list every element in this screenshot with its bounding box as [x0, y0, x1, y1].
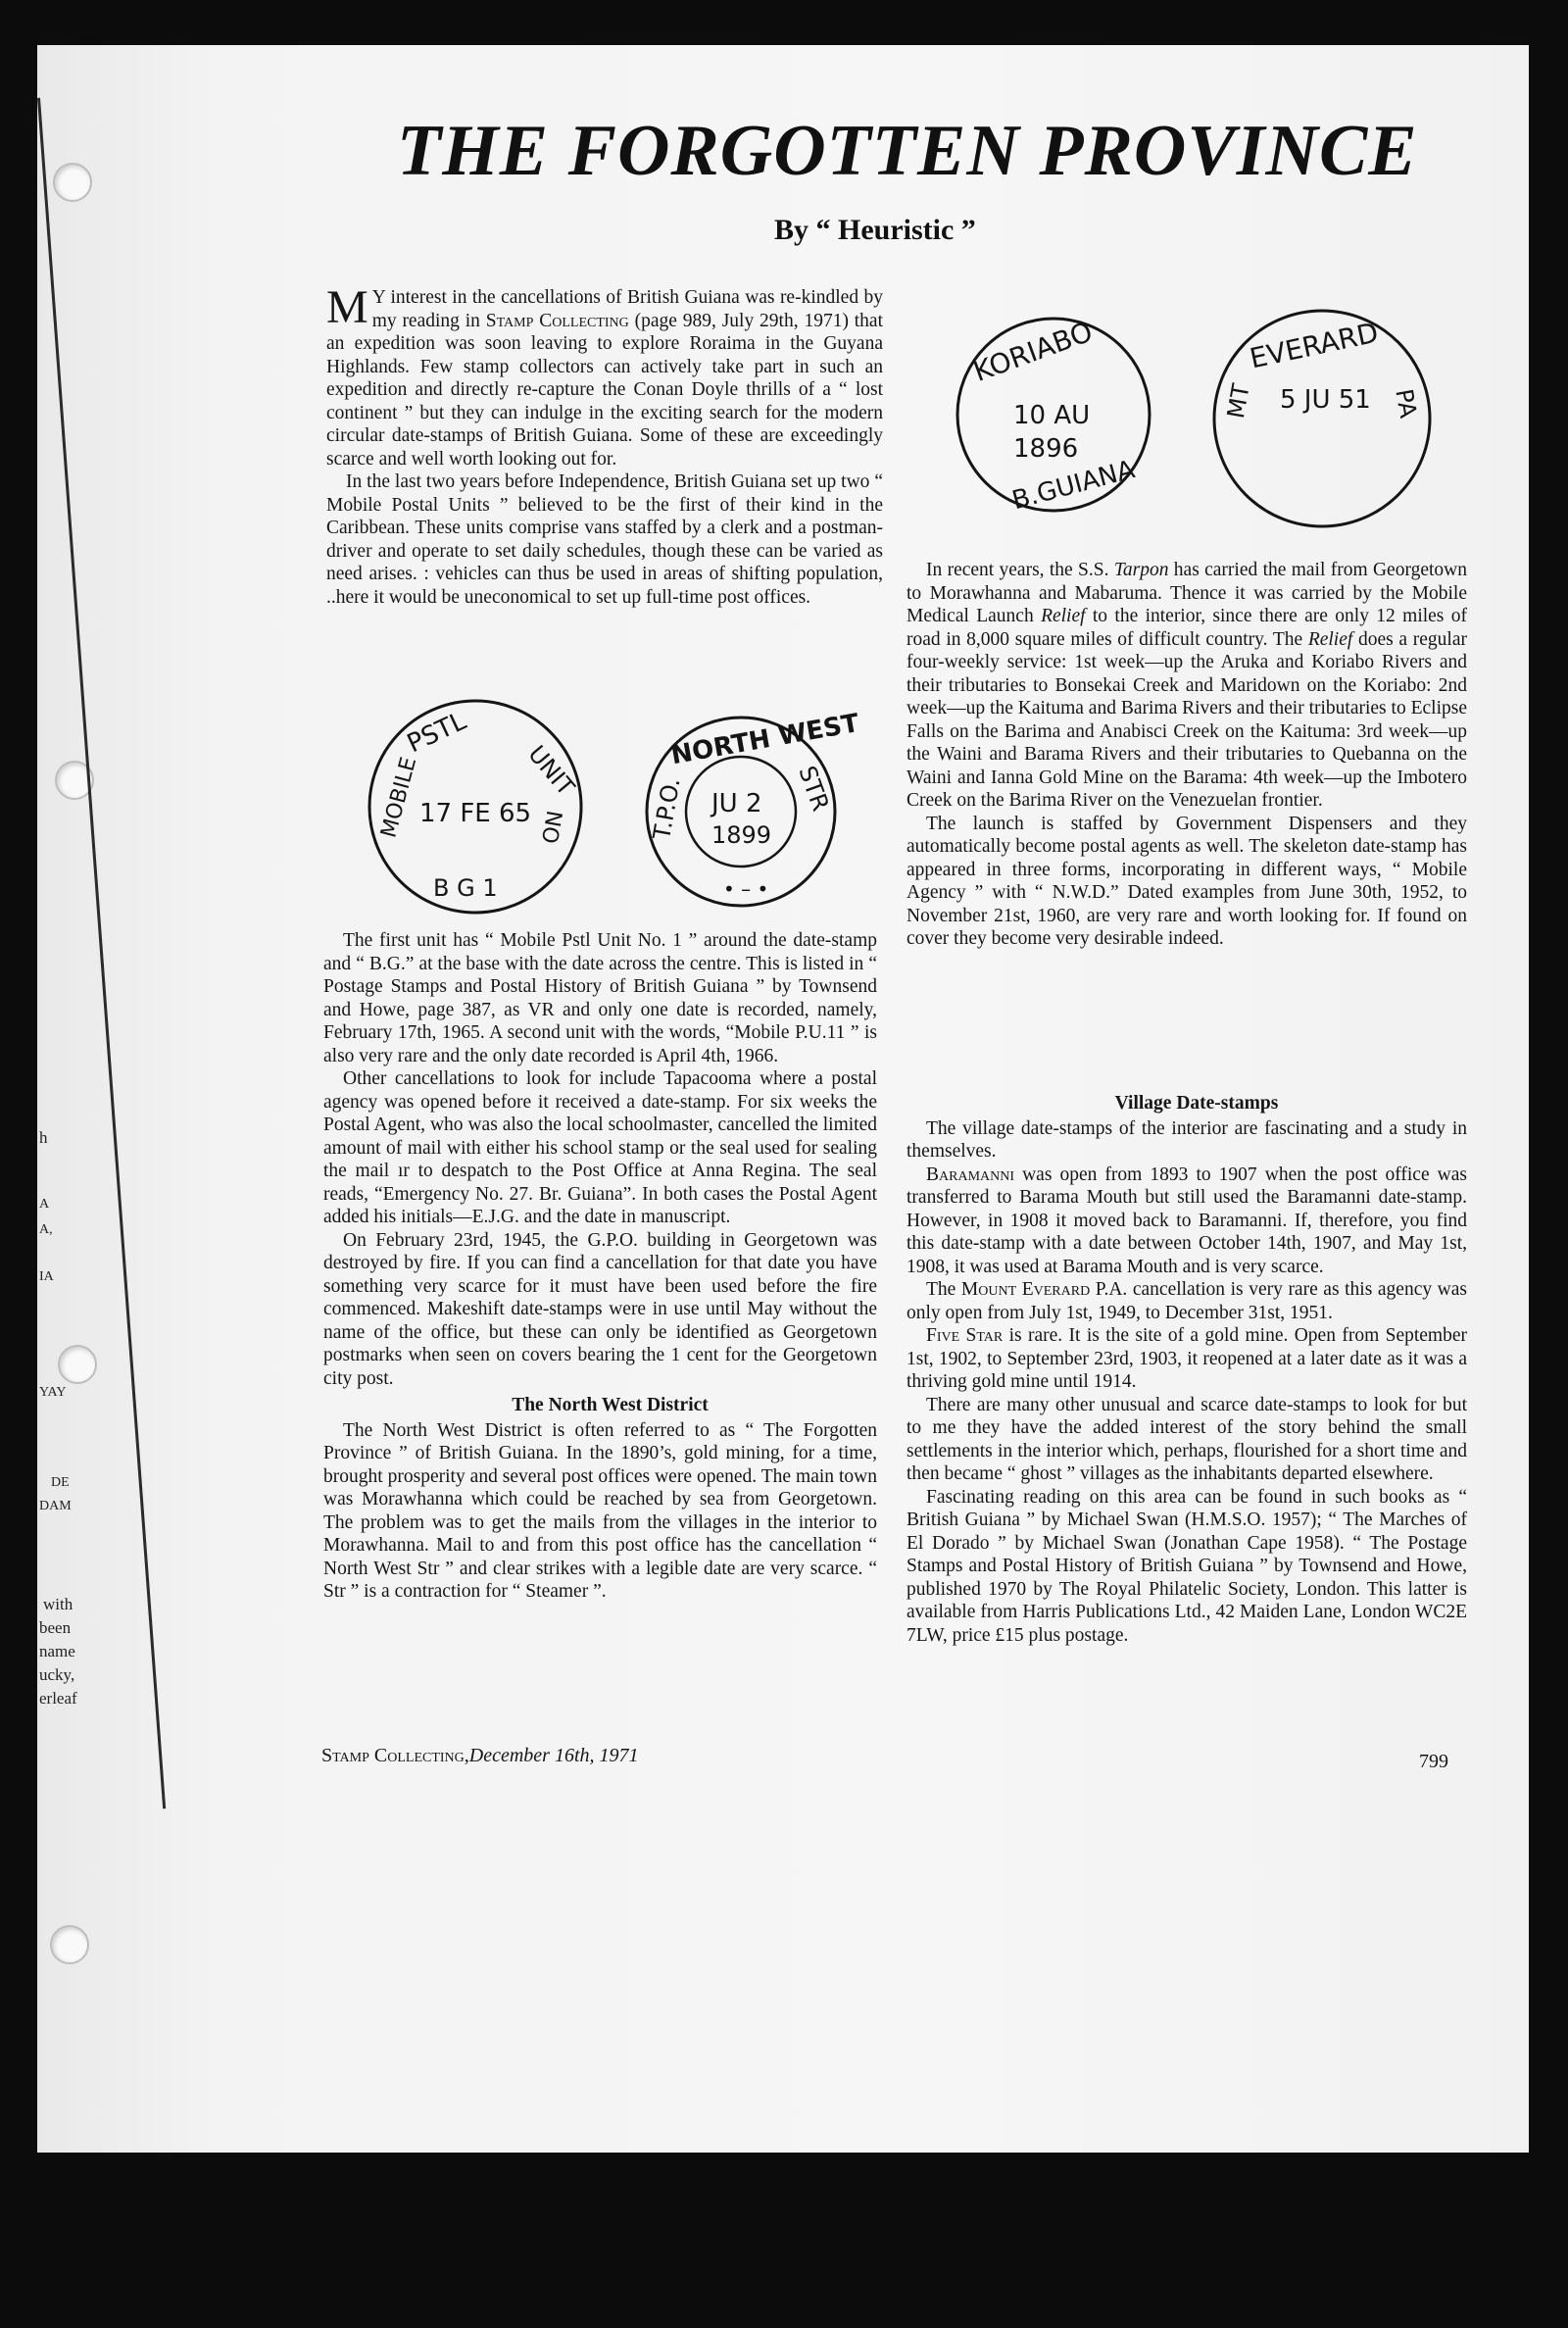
edge-fragment: A — [39, 1197, 50, 1212]
postmark-date: 17 FE 65 — [419, 799, 532, 828]
postmark-text: MOBILE — [376, 754, 422, 841]
edge-fragment: DAM — [39, 1499, 72, 1513]
launch-name: Relief — [1307, 628, 1353, 650]
footer-date: December 16th, 1971 — [468, 1745, 639, 1766]
edge-fragment: ucky, — [39, 1665, 75, 1684]
paragraph: There are many other unusual and scarce date-stamps to look for but to me they have the added interest of the story behind the small settlements in the interior which, perhaps, flourished for a short time and then became “ ghost ” villages as the inhabitants departed elsewhere. — [906, 1394, 1467, 1484]
edge-fragment: IA — [39, 1269, 54, 1284]
paragraph: Baramanni was open from 1893 to 1907 when the post office was transferred to Barama Mouth but still used the Baramanni date-stamp. However, in 1908 it moved back to Baramanni. If, therefore, you find this date-stamp with a date between October 14th, 1907, and May 1st, 1908, it was used at Barama Mouth and is very scarce. — [906, 1164, 1467, 1277]
postmark-year: 1896 — [1013, 434, 1079, 464]
postmark-ornament: • – • — [723, 877, 769, 901]
postmark-text: KORIABO — [968, 315, 1098, 388]
edge-fragment: A, — [39, 1222, 53, 1237]
right-column-bottom — [906, 1088, 1467, 1647]
postmark-year: 1899 — [711, 821, 772, 849]
left-column-bottom — [323, 929, 877, 1604]
article-title: THE FORGOTTEN PROVINCE — [397, 111, 1418, 191]
section-heading: Village Date-stamps — [1114, 1093, 1279, 1114]
postmark-text: NO — [535, 808, 566, 846]
edge-fragment: been — [39, 1618, 72, 1637]
paragraph: The village date-stamps of the interior are fascinating and a study in themselves. — [906, 1117, 1467, 1162]
page-footer — [321, 1745, 639, 1767]
drop-cap: M — [326, 281, 368, 333]
postmark-text: B G 1 — [433, 874, 498, 902]
postmark-date: 5 JU 51 — [1280, 385, 1371, 415]
postmark-text: NORTH WEST — [668, 708, 861, 771]
paragraph: Other cancellations to look for include Tapacooma where a postal agency was opened before it received a date-stamp. For six weeks the Postal Agent, who was also the local schoolmaster, cancelled the limited amount of mail with either his school stamp or the seal used for sealing the mail ır to despatch to the Post Office at Anna Regina. The seal reads, “Emergency No. 27. Br. Guiana”. In both cases the Postal Agent added his initials—E.J.G. and the date in manuscript. — [323, 1068, 877, 1227]
postmark-text: PA — [1390, 386, 1422, 421]
postmark-text: B.GUIANA — [1008, 455, 1139, 517]
punch-hole-bottom — [50, 1925, 89, 1964]
paragraph: On February 23rd, 1945, the G.P.O. building in Georgetown was destroyed by fire. If you can find a cancellation for that date you have something very scarce for it must have been used before the fire commenced. Makeshift date-stamps were in use until May without the name of the office, but these can only be identified as Georgetown postmarks when seen on covers bearing the 1 cent for the Georgetown city post. — [323, 1229, 877, 1389]
footer-magazine: Stamp Collecting, — [321, 1745, 469, 1766]
postmark-text: PSTL — [403, 706, 471, 760]
paragraph: The first unit has “ Mobile Pstl Unit No. 1 ” around the date-stamp and “ B.G.” at the base with the date across the centre. This is listed in “ Postage Stamps and Postal History of British Guiana ” by Townsend and Howe, page 387, as VR and only one date is recorded, namely, February 17th, 1965. A second unit with the words, “Mobile P.U.11 ” is also very rare and the only date recorded is April 4th, 1966. — [323, 930, 877, 1066]
postmark-north-west-str — [643, 708, 861, 910]
postmark-mobile-unit — [363, 694, 588, 919]
edge-fragment: DE — [51, 1475, 70, 1490]
punch-hole-lower — [58, 1345, 97, 1384]
punch-hole-top — [53, 163, 92, 202]
postmark-date: JU 2 — [711, 789, 762, 818]
section-heading: The North West District — [512, 1395, 709, 1415]
paragraph: M Y interest in the cancellations of British Guiana was re-kindled by my reading in Stamp Collecting (page 989, July 29th, 1971) that an expedition was soon leaving to explore Roraima in the Guyana Highlands. Few stamp collectors can actively take part in such an expedition and directly re-capture the Conan Doyle thrills of a “ lost continent ” but they can indulge in the exciting search for the modern circular date-stamps of British Guiana. Some of these are exceedingly scarce and well worth looking out for. — [326, 281, 884, 470]
edge-fragment: name — [39, 1642, 75, 1660]
paragraph: The North West District is often referred to as “ The Forgotten Province ” of British Guiana. In the 1890’s, gold mining, for a time, brought prosperity and several post offices were opened. The main town was Morawhanna which could be reached by sea from Georgetown. The problem was to get the mails from the villages in the interior to Morawhanna. Mail to and from this post office has the cancellation “ North West Str ” and clear strikes with a legible date are very scarce. “ Str ” is a contraction for “ Steamer ”. — [323, 1419, 877, 1602]
paragraph: Five Star is rare. It is the site of a gold mine. Open from September 1st, 1902, to September 23rd, 1903, it reopened at a later date as it was a thriving gold mine until 1914. — [906, 1325, 1467, 1392]
left-column-top — [326, 281, 884, 609]
right-column-top — [906, 559, 1467, 951]
paragraph: The Mount Everard P.A. cancellation is very rare as this agency was only open from July 1st, 1949, to December 31st, 1951. — [906, 1279, 1468, 1323]
postmark-text: MT — [1221, 381, 1255, 421]
page-number: 799 — [1419, 1751, 1448, 1772]
postmark-text: EVERARD — [1247, 316, 1382, 375]
paragraph: In recent years, the S.S. Tarpon has carried the mail from Georgetown to Morawhanna and Mabaruma. Thence it was carried by the Mobile Medical Launch Relief to the interior, since there are only 12 miles of road in 8,000 square miles of difficult country. The Relief does a regular four-weekly service: 1st week—up the Aruka and Koriabo Rivers and their tributaries to Bonsekai Creek and Maridown on the Koriabo: 2nd week—up the Kaituma and Barima Rivers and their tributaries to Eclipse Falls on the Barima and Anabisci Creek on the Kaituma: 3rd week—up the Waini and Barama Rivers and their tributaries to Quebanna on the Waini and Ianna Gold Mine on the Barama: 4th week—up the Imbotero Creek on the Barima River on the Venezuelan frontier. — [906, 560, 1467, 811]
launch-name: Relief — [1041, 606, 1086, 626]
postmark-mount-everard — [1209, 306, 1435, 531]
edge-fragment: h — [39, 1128, 48, 1147]
edge-fragment: YAY — [39, 1385, 67, 1400]
paragraph: Fascinating reading on this area can be found in such books as “ British Guiana ” by Michael Swan (H.M.S.O. 1957); “ The Marches of El Dorado ” by Michael Swan (Jonathan Cape 1958). “ The Postage Stamps and Postal History of British Guiana ” by Townsend and Howe, published 1970 by The Royal Philatelic Society, London. This latter is available from Harris Publications Ltd., 42 Maiden Lane, London WC2E 7LW, price £15 plus postage. — [906, 1486, 1467, 1646]
paragraph: The launch is staffed by Government Dispensers and they automatically become postal agents as well. The skeleton date-stamp has appeared in three forms, incorporating in different ways, “ Mobile Agency ” with “ N.W.D.” Dated examples from June 30th, 1952, to November 21st, 1960, are very rare and worth looking for. If found on cover they become very desirable indeed. — [906, 813, 1467, 949]
ship-name: Tarpon — [1113, 560, 1169, 580]
edge-fragment: erleaf — [39, 1689, 77, 1708]
postmark-text: UNIT — [522, 740, 580, 802]
postmark-text: T.P.O. — [648, 775, 686, 842]
article-byline: By “ Heuristic ” — [774, 214, 976, 246]
postmark-koriabo — [953, 314, 1154, 516]
postmark-text: STR — [793, 762, 835, 816]
magazine-name: Stamp Collecting — [485, 310, 629, 331]
edge-fragment: with — [43, 1595, 74, 1613]
paragraph: In the last two years before Independence, British Guiana set up two “ Mobile Postal Units ” believed to be the first of their kind in the Caribbean. These units comprise vans staffed by a clerk and a postman-driver and operate to set daily schedules, though these can be varied as need arises. : vehicles can thus be used in areas of shifting population, ..here it would be uneconomical to set up full-time post offices. — [326, 471, 883, 608]
postmark-date: 10 AU — [1013, 401, 1091, 430]
